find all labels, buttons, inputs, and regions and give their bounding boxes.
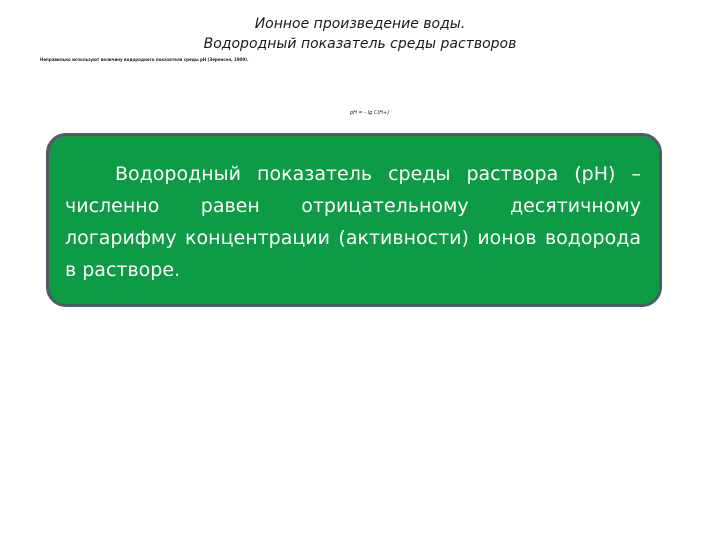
- ph-formula: pH = - lg C(H+): [350, 110, 390, 116]
- slide-title-line-2: Водородный показатель среды растворов: [203, 36, 517, 52]
- small-note-text: Неправильно используют величину водородного показателя среды pH (Зеренсен, 1909).: [40, 57, 249, 62]
- slide-title-line-1: Ионное произведение воды.: [254, 16, 466, 32]
- definition-text: Водородный показатель среды раствора (pH) – численно равен отрицательному десятичному логарифму концентрации (активности) ионов водорода в растворе.: [65, 163, 641, 281]
- definition-box: [46, 133, 662, 307]
- slide-title: [0, 14, 720, 54]
